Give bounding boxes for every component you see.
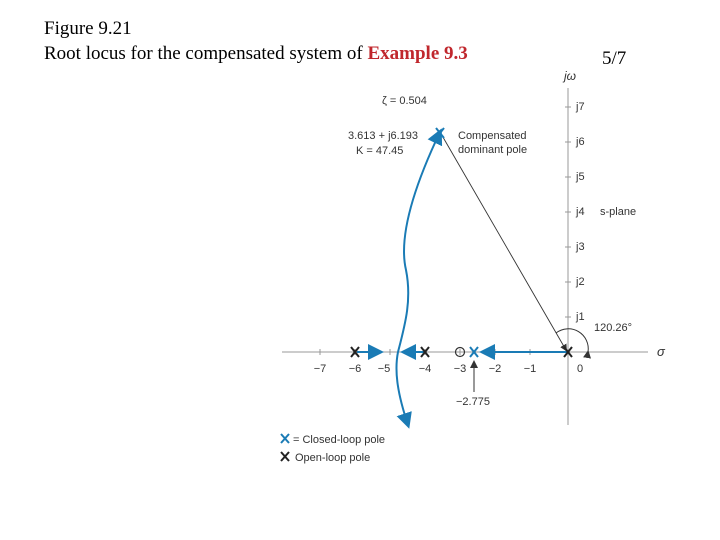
closed-loop-legend-label: = Closed-loop pole (293, 434, 386, 446)
closed-loop-legend-icon (281, 434, 289, 443)
page-number: 5/7 (602, 48, 627, 69)
s-plane-label: s-plane (600, 206, 637, 218)
x-tick-label: −1 (523, 363, 537, 375)
example-link[interactable]: Example 9.3 (367, 43, 468, 64)
open-loop-legend-icon (281, 452, 289, 461)
dominant-pole-label-line2: dominant pole (458, 144, 528, 156)
x-tick-label: −2 (488, 363, 502, 375)
closed-loop-pole (436, 128, 444, 138)
dominant-pole-label-line1: Compensated (458, 130, 527, 142)
zero-location-label: −2.775 (456, 396, 490, 408)
imag-axis-label: jω (564, 69, 577, 83)
caption-text: Root locus for the compensated system of (44, 43, 368, 64)
x-tick-label: −5 (377, 363, 391, 375)
y-tick-label: j4 (576, 206, 585, 218)
locus-branch-upper (398, 132, 440, 352)
gain-label: K = 47.45 (356, 145, 404, 157)
legend (281, 434, 385, 464)
dominant-pole-coords: 3.613 + j6.193 (348, 130, 419, 142)
real-axis-label: σ (657, 344, 665, 359)
x-tick-label: −7 (313, 363, 327, 375)
open-loop-legend-label: Open-loop pole (295, 452, 371, 464)
y-tick-label: j2 (576, 276, 585, 288)
y-tick-label: j7 (576, 101, 585, 113)
zeta-line (440, 132, 566, 350)
x-tick-label: −4 (418, 363, 432, 375)
zeta-label: ζ = 0.504 (382, 95, 427, 107)
y-tick-label: j1 (576, 311, 585, 323)
x-tick-label: −6 (348, 363, 362, 375)
locus-branch-lower (396, 352, 408, 425)
figure-number: Figure 9.21 (44, 18, 132, 39)
y-tick-label: j5 (576, 171, 585, 183)
y-tick-label: j6 (576, 136, 585, 148)
angle-label: 120.26° (594, 322, 633, 334)
x-tick-label: 0 (576, 363, 584, 375)
y-tick-label: j3 (576, 241, 585, 253)
x-tick-label: −3 (453, 363, 467, 375)
